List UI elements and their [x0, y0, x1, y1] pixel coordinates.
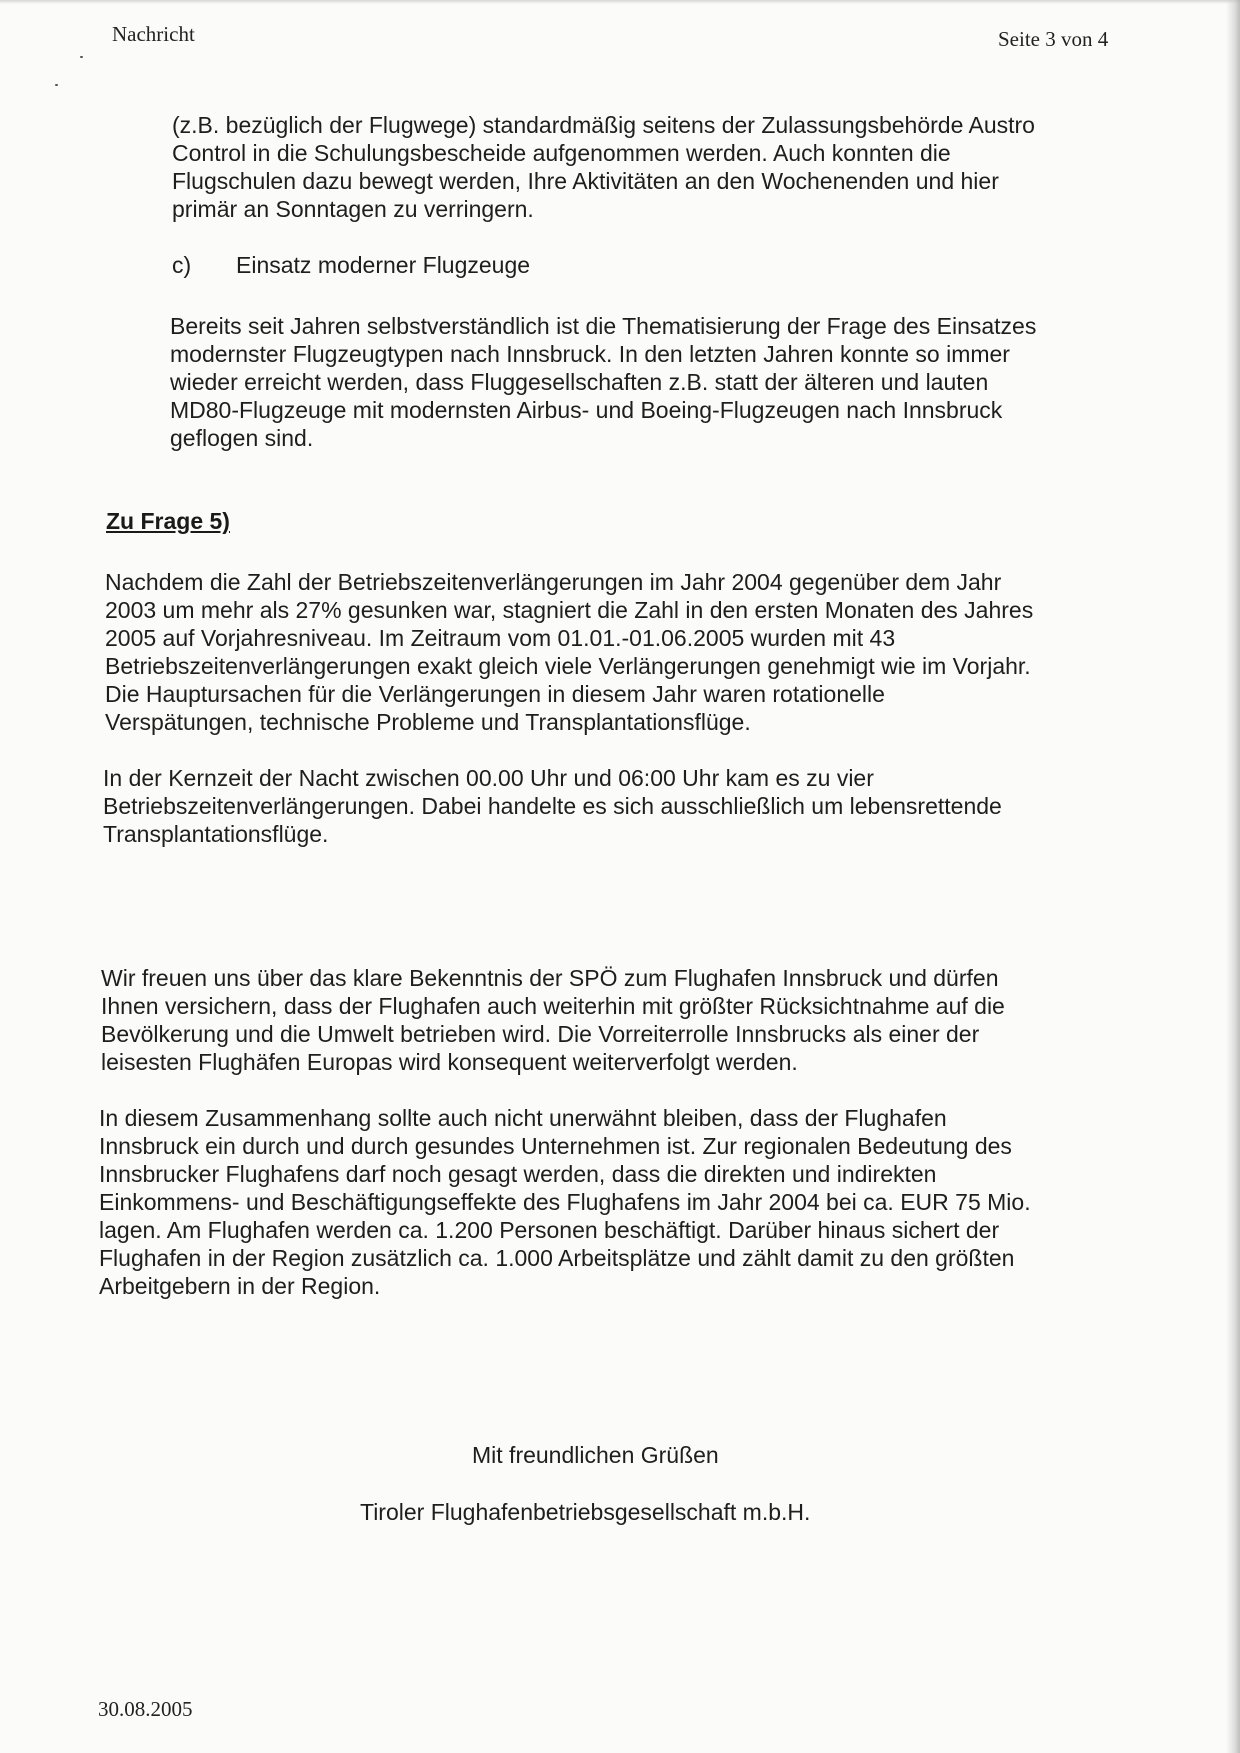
text-line: Ihnen versichern, dass der Flughafen auch weiterhin mit größter Rücksichtnahme auf die: [101, 993, 1005, 1019]
text-line: Die Hauptursachen für die Verlängerungen in diesem Jahr waren rotationelle: [105, 681, 885, 707]
text-line: In diesem Zusammenhang sollte auch nicht unerwähnt bleiben, dass der Flughafen: [99, 1105, 947, 1131]
closing-greeting: Mit freundlichen Grüßen: [472, 1442, 719, 1468]
text-line: leisesten Flughäfen Europas wird konsequent weiterverfolgt werden.: [101, 1049, 798, 1075]
text-line: Betriebszeitenverlängerungen exakt gleich viele Verlängerungen genehmigt wie im Vorjahr.: [105, 653, 1031, 679]
text-line: Verspätungen, technische Probleme und Transplantationsflüge.: [105, 709, 751, 735]
text-line: 2003 um mehr als 27% gesunken war, stagniert die Zahl in den ersten Monaten des Jahres: [105, 597, 1034, 623]
subsection-paragraph: [170, 312, 1036, 452]
text-line: wieder erreicht werden, dass Fluggesellschaften z.B. statt der älteren und lauten: [170, 369, 989, 395]
intro-paragraph: [172, 111, 1035, 223]
header-title: Nachricht: [112, 22, 195, 46]
text-line: Bevölkerung und die Umwelt betrieben wird. Die Vorreiterrolle Innsbrucks als einer der: [101, 1021, 980, 1047]
text-line: modernster Flugzeugtypen nach Innsbruck. In den letzten Jahren konnte so immer: [170, 341, 1010, 367]
text-line: primär an Sonntagen zu verringern.: [172, 196, 534, 222]
text-line: 2005 auf Vorjahresniveau. Im Zeitraum vom 01.01.-01.06.2005 wurden mit 43: [105, 625, 896, 651]
text-line: Nachdem die Zahl der Betriebszeitenverlängerungen im Jahr 2004 gegenüber dem Jahr: [105, 569, 1002, 595]
text-line: Wir freuen uns über das klare Bekenntnis der SPÖ zum Flughafen Innsbruck und dürfen: [101, 965, 999, 991]
text-line: Arbeitgebern in der Region.: [99, 1273, 381, 1299]
text-line: Flugschulen dazu bewegt werden, Ihre Aktivitäten an den Wochenenden und hier: [172, 168, 999, 194]
text-line: Innsbrucker Flughafens darf noch gesagt werden, dass die direkten und indirekten: [99, 1161, 937, 1187]
text-line: (z.B. bezüglich der Flugwege) standardmäßig seitens der Zulassungsbehörde Austro: [172, 112, 1035, 138]
text-line: Einkommens- und Beschäftigungseffekte des Flughafens im Jahr 2004 bei ca. EUR 75 Mio.: [99, 1189, 1031, 1215]
company-name: Tiroler Flughafenbetriebsgesellschaft m.b.H.: [360, 1499, 811, 1525]
text-line: geflogen sind.: [170, 425, 314, 451]
section-paragraph-2: [103, 764, 1002, 848]
text-line: In der Kernzeit der Nacht zwischen 00.00 Uhr und 06:00 Uhr kam es zu vier: [103, 765, 874, 791]
scan-edge-right: [1226, 0, 1240, 1753]
closing-paragraph-2: [99, 1104, 1031, 1300]
text-line: Flughafen in der Region zusätzlich ca. 1.000 Arbeitsplätze und zählt damit zu den größten: [99, 1245, 1015, 1271]
scan-speck: [55, 84, 58, 86]
text-line: Transplantationsflüge.: [103, 821, 329, 847]
subsection-title: Einsatz moderner Flugzeuge: [236, 252, 531, 278]
section-heading: Zu Frage 5): [106, 508, 230, 534]
text-line: Betriebszeitenverlängerungen. Dabei handelte es sich ausschließlich um lebensrettende: [103, 793, 1002, 819]
text-line: lagen. Am Flughafen werden ca. 1.200 Personen beschäftigt. Darüber hinaus sichert der: [99, 1217, 1000, 1243]
scan-edge-top: [0, 0, 1240, 4]
page-indicator: Seite 3 von 4: [998, 27, 1109, 51]
text-line: Bereits seit Jahren selbstverständlich ist die Thematisierung der Frage des Einsatzes: [170, 313, 1037, 339]
scan-speck: [80, 56, 83, 58]
closing-paragraph-1: [101, 964, 1005, 1076]
document-date: 30.08.2005: [98, 1697, 193, 1721]
subsection-marker: c): [172, 252, 192, 278]
section-paragraph-1: [105, 568, 1033, 736]
text-line: MD80-Flugzeuge mit modernsten Airbus- und Boeing-Flugzeugen nach Innsbruck: [170, 397, 1003, 423]
text-line: Innsbruck ein durch und durch gesundes Unternehmen ist. Zur regionalen Bedeutung des: [99, 1133, 1012, 1159]
text-line: Control in die Schulungsbescheide aufgenommen werden. Auch konnten die: [172, 140, 951, 166]
